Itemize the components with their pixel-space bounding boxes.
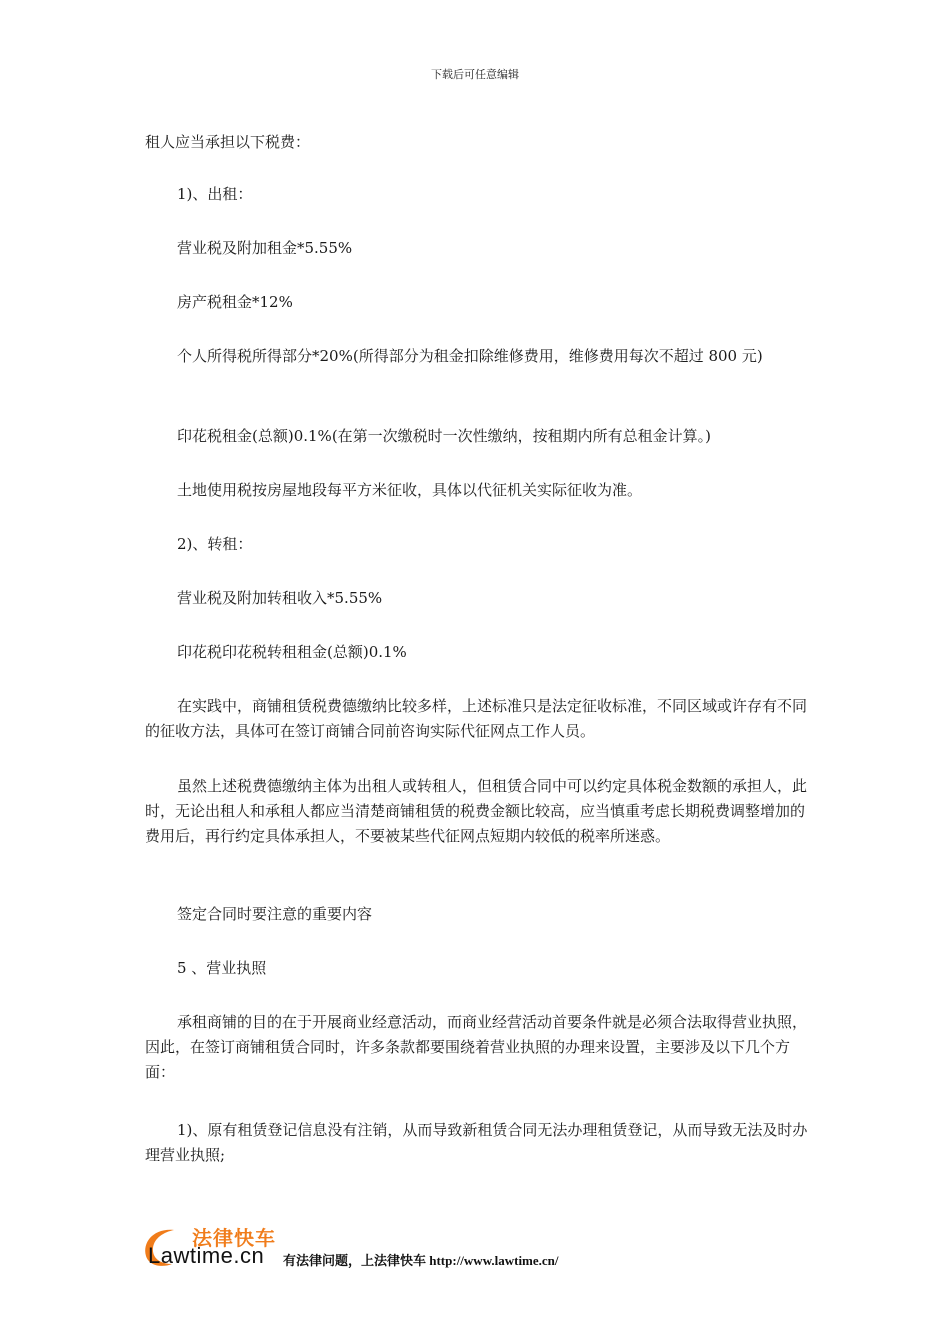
paragraph: 在实践中，商铺租赁税费德缴纳比较多样，上述标准只是法定征收标准，不同区域或许存有不同的征收方法，具体可在签订商铺合同前咨询实际代征网点工作人员。 (145, 697, 808, 740)
paragraph: 印花税租金(总额)0.1%(在第一次缴税时一次性缴纳，按租期内所有总租金计算。) (177, 427, 712, 445)
paragraph: 土地使用税按房屋地段每平方米征收，具体以代征机关实际征收为准。 (177, 481, 643, 499)
paragraph: 签定合同时要注意的重要内容 (177, 905, 373, 923)
paragraph: 2)、转租： (177, 535, 253, 553)
paragraph: 房产税租金*12% (177, 293, 293, 311)
paragraph: 承租商铺的目的在于开展商业经意活动，而商业经营活动首要条件就是必须合法取得营业执照，因此，在签订商铺租赁合同时，许多条款都要围绕着营业执照的办理来设置，主要涉及以下几个方面： (145, 1013, 808, 1081)
paragraph: 1)、原有租赁登记信息没有注销，从而导致新租赁合同无法办理租赁登记，从而导致无法及时办理营业执照; (145, 1121, 808, 1164)
page-header: 下载后可任意编辑 (431, 68, 519, 81)
logo-english-text: Lawtime.cn (148, 1243, 265, 1268)
footer (140, 1222, 840, 1272)
logo-chinese-text: 法律快车 (192, 1226, 276, 1250)
paragraph: 个人所得税所得部分*20%(所得部分为租金扣除维修费用，维修费用每次不超过 800 元) (177, 347, 763, 365)
paragraph: 1)、出租： (177, 185, 253, 203)
paragraph: 营业税及附加转租收入*5.55% (177, 589, 383, 607)
paragraph: 营业税及附加租金*5.55% (177, 239, 353, 257)
paragraph: 虽然上述税费德缴纳主体为出租人或转租人，但租赁合同中可以约定具体税金数额的承担人，此时，无论出租人和承租人都应当清楚商铺租赁的税费金额比较高，应当慎重考虑长期税费调整增加的费用后，再行约定具体承担人，不要被某些代征网点短期内较低的税率所迷惑。 (145, 777, 808, 845)
lawtime-logo[interactable] (140, 1222, 290, 1270)
footer-slogan: 有法律问题，上法律快车 http://www.lawtime.cn/ (283, 1253, 559, 1268)
paragraph: 印花税印花税转租租金(总额)0.1% (177, 643, 407, 661)
paragraph: 5 、营业执照 (177, 959, 267, 977)
paragraph: 租人应当承担以下税费： (145, 133, 311, 151)
